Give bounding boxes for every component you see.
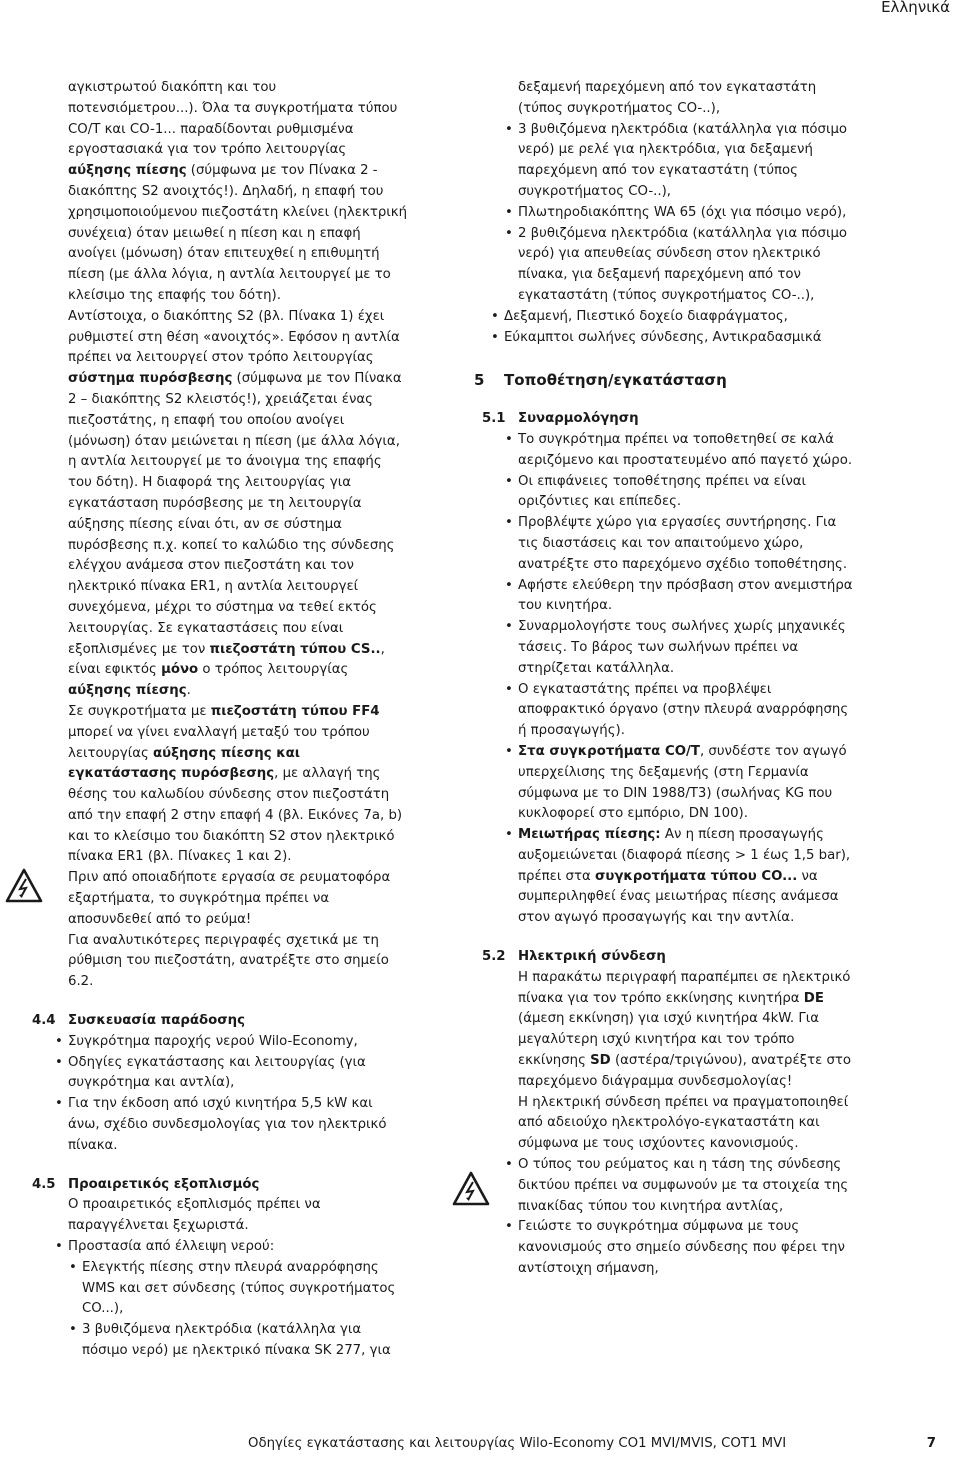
section-title: Ηλεκτρική σύνδεση [518,949,666,965]
text-run: , είναι εφικτός [68,641,385,678]
text-run: (σύμφωνα με τον Πίνακα 2 - διακόπτης S2 ανοιχτός!). Δηλαδή, η επαφή του χρησιμοποιούμενου πιεζοστάτη κλείνει (ηλεκτρική συνέχεια) όταν μειωθεί η πίεση και η επαφή ανοίγει (μόνωση) όταν επιτευχθεί η επιθυμητή πίεση (με άλλα λόγια, η αντλία λειτουργεί με το κλείσιμο της επαφής του δότη). [68,163,408,303]
section-number: 5.2 [482,949,506,965]
list-item: • Οι επιφάνειες τοποθέτησης πρέπει να είναι οριζόντιες και επίπεδες. [518,472,858,514]
section-title: Προαιρετικός εξοπλισμός [68,1176,260,1192]
bold-run: πιεζοστάτη τύπου FF4 [210,703,380,719]
section-title: Συσκευασία παράδοσης [68,1013,245,1029]
page-number: 7 [926,1436,936,1451]
sub-list-item: • Πλωτηροδιακόπτης WA 65 (όχι για πόσιμο νερό), [518,203,858,224]
text-run: ο τρόπος λειτουργίας [198,662,349,678]
section-5-heading [474,370,858,391]
accessories-list-cont [504,307,858,349]
list-item: • Συγκρότημα παροχής νερού Wilo-Economy, [68,1032,408,1053]
list-item: • Δεξαμενή, Πιεστικό δοχείο διαφράγματος, [504,307,858,328]
text-run: (αστέρα/τριγώνου), ανατρέξτε στο παρεχόμενο διάγραμμα συνδεσμολογίας! [518,1053,852,1089]
delivery-list [68,1032,408,1157]
section-4-4-heading [32,1011,408,1032]
list-item [68,1237,408,1362]
bold-run: σύστημα πυρόσβεσης [68,371,233,387]
assembly-list [518,430,858,929]
bold-run: Μειωτήρας πίεσης: [518,827,661,843]
paragraph-ff4-switch [68,702,408,868]
bold-run: Στα συγκροτήματα CO/T [518,743,700,759]
section-number: 4.5 [32,1176,56,1192]
list-item: • Προβλέψτε χώρο για εργασίες συντήρησης. Για τις διαστάσεις και τον απαιτούμενο χώρο, ανατρέξτε στο παρεχόμενο σχέδιο τοποθέτησης. [518,513,858,575]
bold-run: μόνο [161,662,199,678]
list-item: • Εύκαμπτοι σωλήνες σύνδεσης, Αντικραδασμικά [504,328,858,349]
language-label: Ελληνικά [881,0,950,16]
section-number: 5.1 [482,411,506,427]
section-number: 5 [474,371,485,390]
sub-list [68,1258,408,1362]
electrical-list [518,1155,858,1280]
paragraph-fire-mode [68,307,408,702]
sub-list-item: • 3 βυθιζόμενα ηλεκτρόδια (κατάλληλα για πόσιμο νερό) με ρελέ για ηλεκτρόδια, για δεξαμενή παρεχόμενη από τον εγκαταστάτη (τύπος συγκροτήματος CO-..), [518,120,858,203]
text-run: , συνδέστε τον αγωγό υπερχείλισης της δεξαμενής (στη Γερμανία σύμφωνα με το DIN 1988/T3) (σωλήνας KG που κυκλοφορεί στο εμπόριο, DN 100). [518,743,847,822]
text-run: να συμπεριληφθεί ένας μειωτήρας πίεσης ανάμεσα στον αγωγό προσαγωγής και την αντλία. [518,868,839,926]
electrical-intro [518,968,858,1093]
warning-text-electric: Πριν από οποιαδήποτε εργασία σε ρευματοφόρα εξαρτήματα, το συγκρότημα πρέπει να αποσυνδεθεί από το ρεύμα! [68,870,391,927]
section-number: 4.4 [32,1013,56,1029]
text-run: . [186,683,191,699]
list-item: • Ο εγκαταστάτης πρέπει να προβλέψει αποφρακτικό όργανο (στην πλευρά αναρρόφησης ή προσαγωγής). [518,680,858,742]
right-column [474,78,858,1280]
bold-run: αύξησης πίεσης [68,163,187,179]
bold-run: αύξησης πίεσης και εγκατάστασης πυρόσβεσης [68,745,300,782]
list-item [518,742,858,825]
list-item: • Συναρμολογήστε τους σωλήνες χωρίς μηχανικές τάσεις. Το βάρος των σωλήνων πρέπει να στηρίζεται κατάλληλα. [518,617,858,679]
list-item: • Το συγκρότημα πρέπει να τοποθετηθεί σε καλά αεριζόμενο και προστατευμένο από παγετό χώρο. [518,430,858,472]
list-item: • Οδηγίες εγκατάστασης και λειτουργίας (για συγκρότημα και αντλία), [68,1053,408,1095]
footer-title: Οδηγίες εγκατάστασης και λειτουργίας Wilo-Economy CO1 MVI/MVIS, COT1 MVI [248,1436,787,1451]
list-item-label: Προστασία από έλλειψη νερού: [68,1239,275,1255]
bold-run: συγκροτήματα τύπου CO... [594,868,798,884]
left-column [32,78,408,1362]
accessories-list [68,1237,408,1362]
bold-run: DE [803,990,824,1006]
text-run: μπορεί να γίνει εναλλαγή μεταξύ του τρόπου λειτουργίας [68,724,370,761]
continuation-text: δεξαμενή παρεχόμενη από τον εγκαταστάτη (τύπος συγκροτήματος CO-..), [518,80,817,116]
sub-list-item: • 3 βυθιζόμενα ηλεκτρόδια (κατάλληλα για πόσιμο νερό) με ηλεκτρικό πίνακα SK 277, για [82,1320,408,1362]
list-item: • Για την έκδοση από ισχύ κινητήρα 5,5 kW και άνω, σχέδιο συνδεσμολογίας για τον ηλεκτρικό πίνακα. [68,1094,408,1156]
sub-list-item: • 2 βυθιζόμενα ηλεκτρόδια (κατάλληλα για πόσιμο νερό) για απευθείας σύνδεση στον ηλεκτρικό πίνακα, για δεξαμενή παρεχόμενη από τον εγκαταστάτη (τύπος συγκροτήματος CO-..), [518,224,858,307]
bold-run: πιεζοστάτη τύπου CS.. [209,641,381,657]
electrical-hazard-icon [5,868,43,904]
list-item [518,825,858,929]
section-title: Τοποθέτηση/εγκατάσταση [504,371,727,390]
list-item: • Ο τύπος του ρεύματος και η τάση της σύνδεσης δικτύου πρέπει να συμφωνούν με τα στοιχεία της πινακίδας τύπου του κινητήρα αντλίας, [518,1155,858,1217]
section-5-1-heading [482,409,858,430]
text-run: Αν η πίεση προσαγωγής αυξομειώνεται (διαφορά πίεσης > 1 έως 1,5 bar), πρέπει στα [518,827,851,884]
warning-text-electrician: Η ηλεκτρική σύνδεση πρέπει να πραγματοποιηθεί από αδειούχο ηλεκτρολόγο-εγκαταστάτη και σύμφωνα με τους ισχύοντες κανονισμούς. [518,1094,849,1152]
electrical-hazard-icon [452,1171,490,1207]
list-item: • Γειώστε το συγκρότημα σύμφωνα με τους κανονισμούς στο σημείο σύνδεσης που φέρει την αντίστοιχη σήμανση, [518,1217,858,1279]
text-run: Αντίστοιχα, ο διακόπτης S2 (βλ. Πίνακα 1) έχει ρυθμιστεί στη θέση «ανοιχτός». Εφόσον η αντλία πρέπει να λειτουργεί στον τρόπο λειτουργίας [68,308,400,366]
section-title: Συναρμολόγηση [518,411,639,427]
text-run: Η παρακάτω περιγραφή παραπέμπει σε ηλεκτρικό πίνακα για τον τρόπο εκκίνησης κινητήρα [518,969,851,1006]
section-5-2-heading [482,947,858,968]
text-run: (σύμφωνα με τον Πίνακα 2 – διακόπτης S2 κλειστός!), χρειάζεται ένας πιεζοστάτης, η επαφή του οποίου ανοίγει (μόνωση) όταν μειώνεται η πίεση (με άλλα λόγια, η αντλία λειτουργεί με το άνοιγμα της επαφής του δότη). Η διαφορά της λειτουργίας για εγκατάσταση πυρόσβεσης με τη λειτουργία αύξησης πίεσης είναι ότι, αν σε σύστημα πυρόσβεσης π.χ. κοπεί το καλώδιο της σύνδεσης ελέγχου ανάμεσα στον πιεζοστάτη και τον ηλεκτρικό πίνακα ER1, η αντλία λειτουργεί συνεχόμενα, μέχρι το σύστημα να τεθεί εκτός λειτουργίας. Σε εγκαταστάσεις που είναι εξοπλισμένες με τον [68,371,402,657]
text-run: Σε συγκροτήματα με [68,703,211,719]
section-4-5-heading [32,1175,408,1196]
paragraph-mode-description [68,78,408,307]
sub-list-item: • Ελεγκτής πίεσης στην πλευρά αναρρόφησης WMS και σετ σύνδεσης (τύπος συγκροτήματος CO...), [82,1258,408,1320]
text-run: , με αλλαγή της θέσης του καλωδίου σύνδεσης στον πιεζοστάτη από την επαφή 2 στην επαφή 4 (βλ. Εικόνες 7a, b) και το κλείσιμο του διακόπτη S2 στον ηλεκτρικό πίνακα ER1 (βλ. Πίνακες 1 και 2). [68,766,403,865]
bold-run: SD [590,1053,611,1069]
bold-run: αύξησης πίεσης [68,683,187,699]
list-item: • Αφήστε ελεύθερη την πρόσβαση στον ανεμιστήρα του κινητήρα. [518,576,858,618]
text-run: (άμεση εκκίνηση) για ισχύ κινητήρα 4kW. Για μεγαλύτερη ισχύ κινητήρα και τον τρόπο εκκίνησης [518,1011,820,1069]
paragraph-reference: Για αναλυτικότερες περιγραφές σχετικά με τη ρύθμιση του πιεζοστάτη, ανατρέξτε στο σημείο 6.2. [68,932,389,990]
text-run: αγκιστρωτού διακόπτη και του ποτενσιόμετρου...). Όλα τα συγκροτήματα τύπου CO/T και CO-1... παραδίδονται ρυθμισμένα εργοστασιακά για τον τρόπο λειτουργίας [68,80,398,158]
electrodes-sub-list [518,120,858,307]
accessories-intro: Ο προαιρετικός εξοπλισμός πρέπει να παραγγέλνεται ξεχωριστά. [68,1197,321,1234]
